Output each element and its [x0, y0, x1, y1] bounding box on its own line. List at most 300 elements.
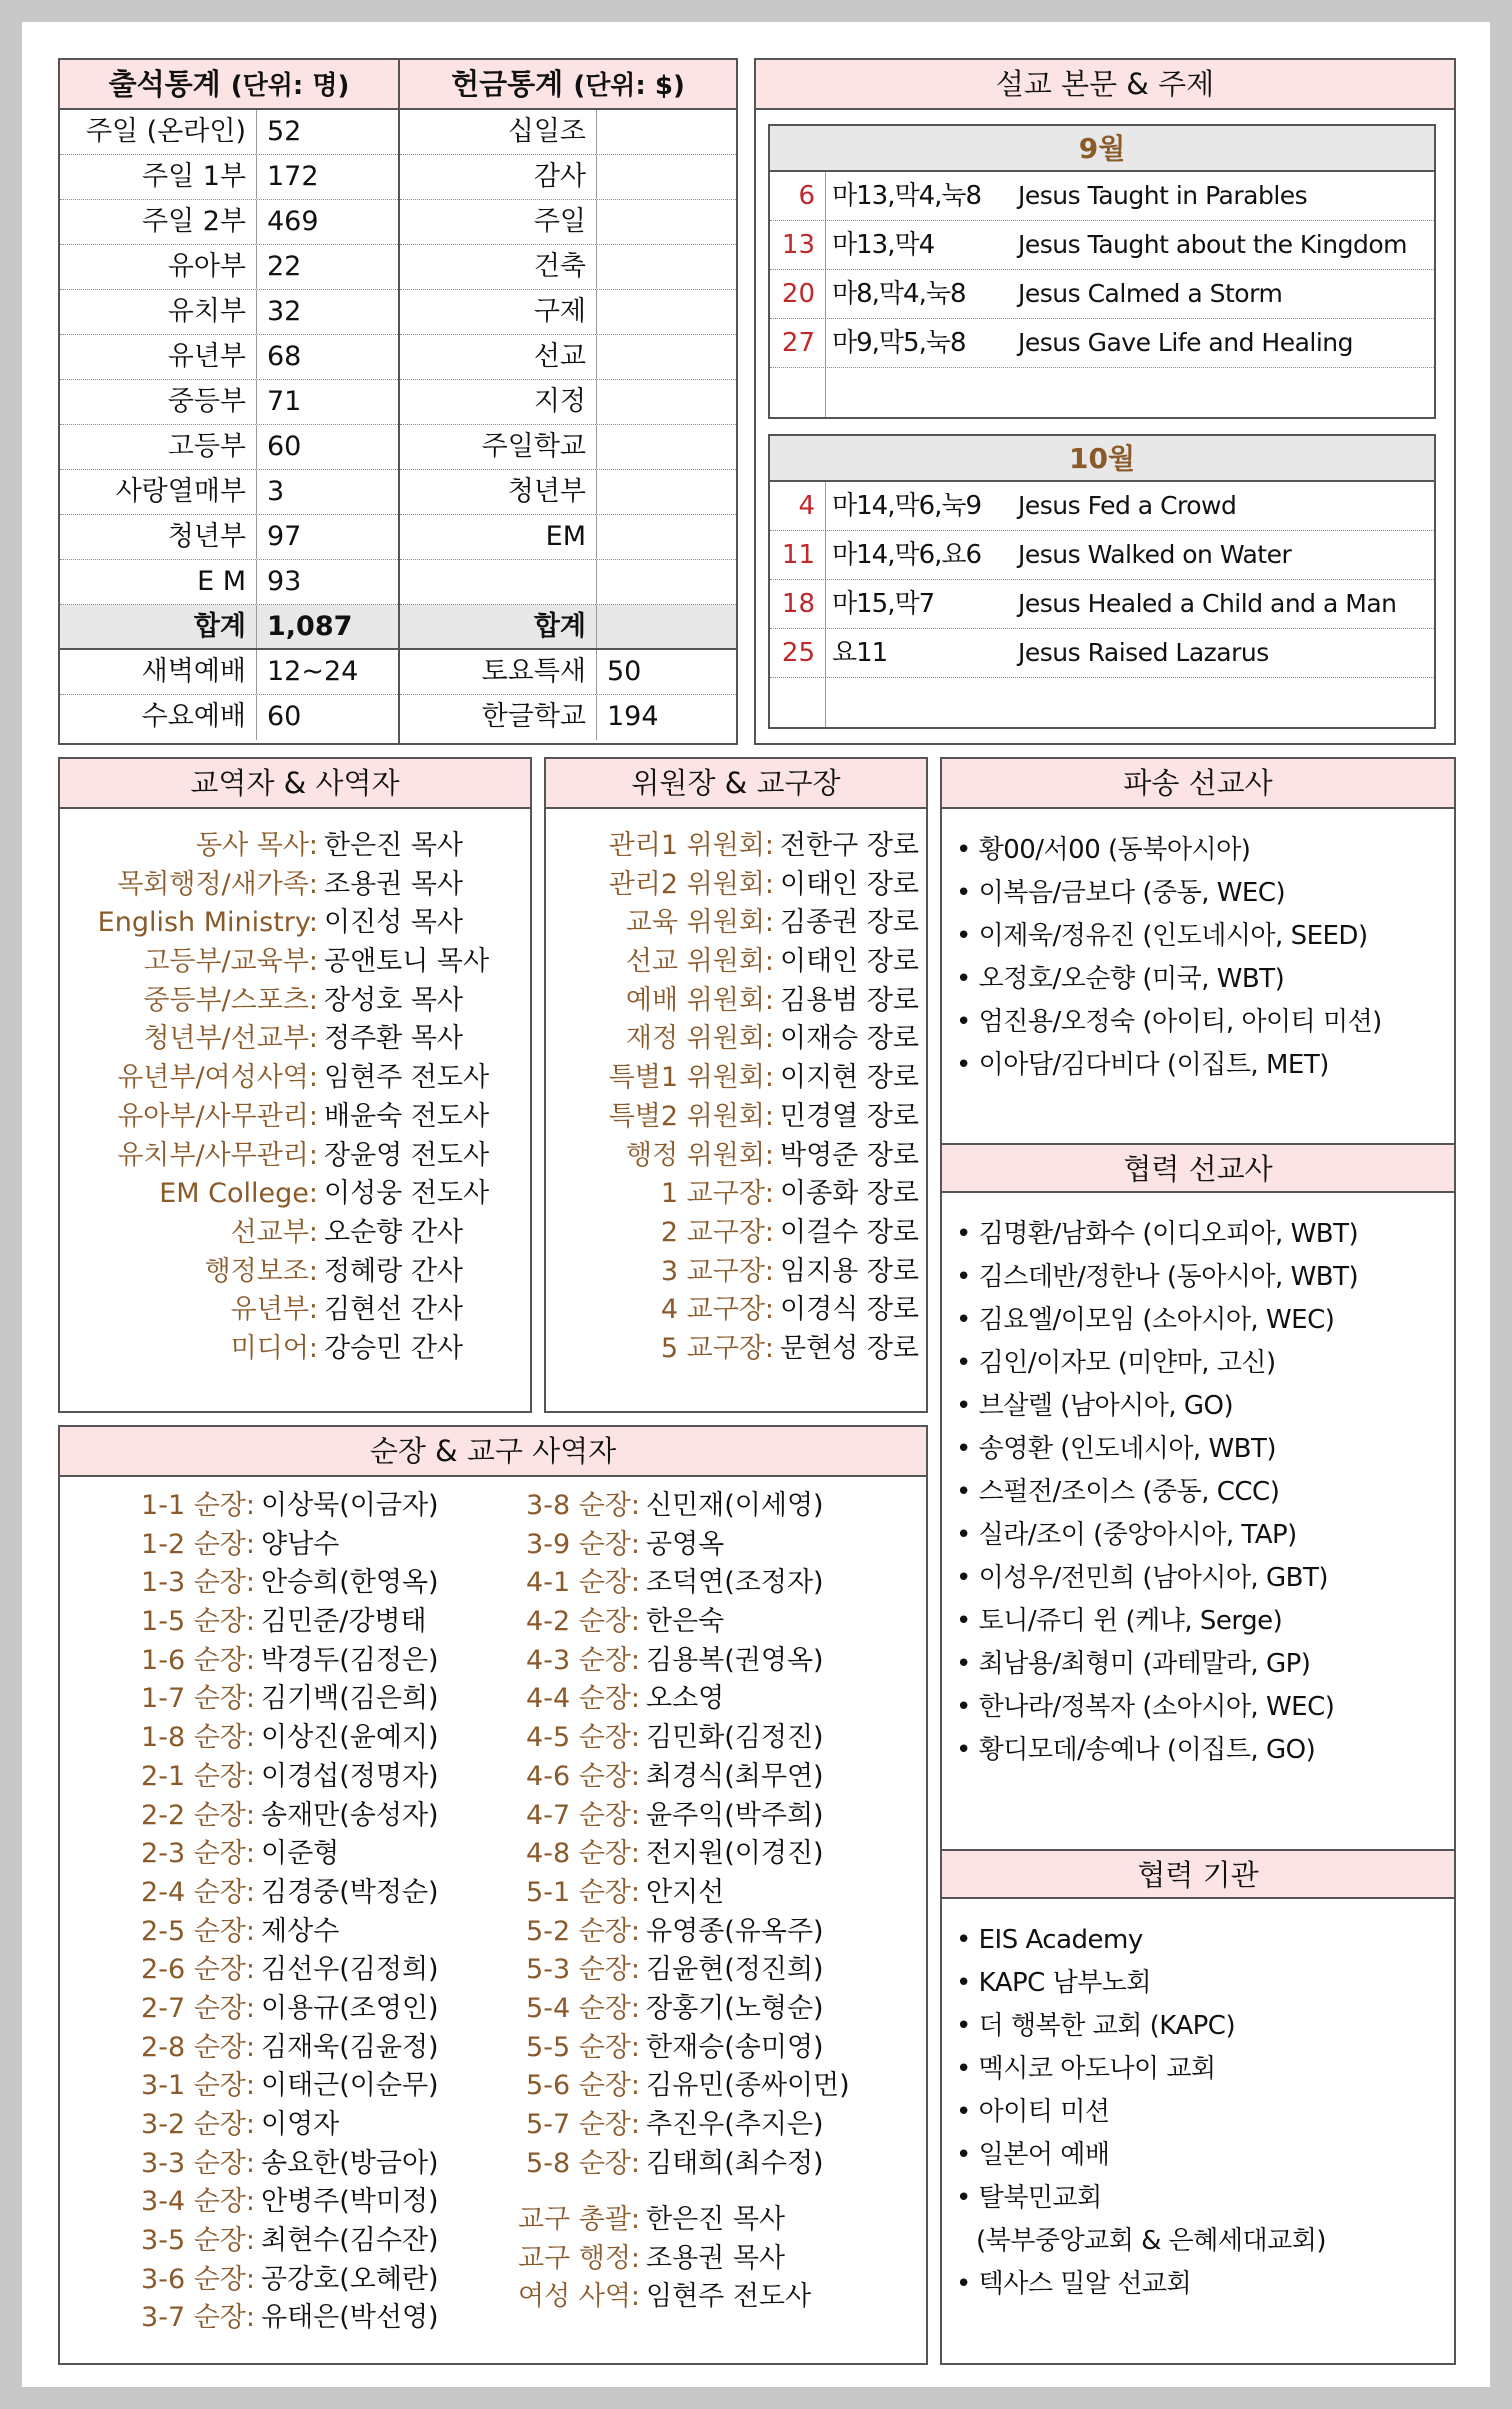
role-name: 장성호 목사 — [324, 984, 463, 1016]
role-label: 1-8 순장: — [141, 1722, 255, 1754]
offering-value — [597, 380, 736, 424]
role-row — [90, 1680, 439, 1719]
role-name: 조용권 목사 — [324, 868, 463, 900]
partner_missionaries-item: • 실라/조이 (중앙아시아, TAP) — [956, 1520, 1297, 1550]
offering-label: 구제 — [400, 290, 597, 334]
sermon-reference: 마13,막4,눅8 — [832, 181, 982, 211]
role-row — [60, 1291, 530, 1330]
attendance-value: 60 — [267, 431, 302, 462]
role-row — [500, 1951, 850, 1990]
role-label: 관리1 위원회: — [608, 830, 774, 861]
role-name: 송요한(방금아) — [261, 2147, 439, 2179]
role-label: 2-2 순장: — [141, 1799, 255, 1831]
role-name: 이준형 — [261, 1838, 340, 1870]
attendance-label: 사랑열매부 — [60, 470, 257, 514]
role-label: 5-2 순장: — [526, 1915, 640, 1947]
sent_missionaries-item: • 이제욱/정유진 (인도네시아, SEED) — [956, 921, 1368, 951]
role-name: 김용범 장로 — [780, 984, 919, 1016]
leaders-header: 순장 & 교구 사역자 — [60, 1427, 926, 1477]
role-row — [60, 982, 530, 1021]
role-name: 한은진 목사 — [646, 2204, 785, 2235]
bulletin-page — [22, 22, 1490, 2387]
staff-header: 교역자 & 사역자 — [60, 759, 530, 809]
sermon-row — [770, 368, 1434, 417]
role-label: 특별2 위원회: — [608, 1100, 774, 1132]
sermon-row — [770, 319, 1434, 368]
sermon-day: 11 — [770, 531, 826, 579]
offering-value — [597, 290, 736, 334]
attendance-row — [60, 380, 398, 425]
role-label: 3-2 순장: — [141, 2109, 255, 2140]
role-row — [500, 1835, 850, 1874]
role-name: 이태인 장로 — [780, 946, 919, 978]
role-row — [546, 827, 926, 866]
offering-total-row — [400, 605, 736, 650]
attendance-row — [60, 515, 398, 560]
role-row — [90, 2261, 439, 2300]
attendance-total-label: 합계 — [60, 605, 257, 648]
offering-extra-row — [400, 695, 736, 740]
partner_orgs-item: • 더 행복한 교회 (KAPC) — [956, 2011, 1236, 2041]
role-label: 4-4 순장: — [526, 1683, 640, 1715]
role-label: 1-5 순장: — [141, 1606, 255, 1638]
sermon-row — [770, 531, 1434, 580]
role-row — [90, 1487, 439, 1526]
role-label: 행정보조: — [204, 1255, 318, 1287]
role-label: 3-8 순장: — [526, 1490, 640, 1521]
offering-label: 감사 — [400, 155, 597, 199]
role-row — [90, 2067, 439, 2106]
offering-row — [400, 425, 736, 470]
role-label: 1-3 순장: — [141, 1567, 255, 1599]
offering-label: EM — [400, 515, 597, 559]
role-label: 5-6 순장: — [526, 2070, 640, 2102]
role-name: 조덕연(조정자) — [646, 1567, 824, 1599]
role-row — [60, 1137, 530, 1176]
role-label: 2-7 순장: — [141, 1992, 255, 2024]
attendance-row — [60, 245, 398, 290]
attendance-value: 172 — [267, 161, 319, 192]
role-label: 3-7 순장: — [141, 2302, 255, 2334]
partner_orgs-item: • 멕시코 아도나이 교회 — [956, 2054, 1216, 2084]
role-label: 예배 위원회: — [625, 984, 774, 1016]
sermon-row — [770, 270, 1434, 319]
sermon-topic: Jesus Raised Lazarus — [1018, 638, 1269, 667]
sent_missionaries-item: • 황00/서00 (동북아시아) — [956, 835, 1251, 865]
sermon-reference — [826, 368, 1018, 417]
sermon-day: 18 — [770, 580, 826, 628]
sermon-topic: Jesus Fed a Crowd — [1018, 491, 1237, 520]
sermon-topic: Jesus Healed a Child and a Man — [1018, 589, 1397, 618]
role-label: 2 교구장: — [660, 1216, 774, 1248]
sermon-day: 25 — [770, 629, 826, 677]
role-name: 임현주 전도사 — [324, 1062, 490, 1094]
offering-row — [400, 200, 736, 245]
role-label: 4-3 순장: — [526, 1644, 640, 1676]
attendance-value: 32 — [267, 296, 302, 327]
partner_missionaries-item: • 토니/쥬디 윈 (케냐, Serge) — [956, 1606, 1283, 1636]
attendance-label: 유아부 — [60, 245, 257, 289]
role-label: 유년부: — [230, 1294, 318, 1326]
role-name: 임지용 장로 — [780, 1255, 919, 1287]
role-name: 안지선 — [646, 1876, 725, 1908]
sermon-month — [768, 124, 1436, 419]
role-label: 5-8 순장: — [526, 2147, 640, 2179]
sermon-row — [770, 221, 1434, 270]
partner-orgs-header: 협력 기관 — [942, 1849, 1454, 1899]
role-label: English Ministry: — [97, 907, 318, 939]
role-label: EM College: — [159, 1178, 318, 1210]
role-row — [60, 1098, 530, 1137]
sermon-reference: 마9,막5,눅8 — [832, 328, 966, 358]
month-title: 9월 — [770, 126, 1434, 172]
role-row — [90, 1642, 439, 1681]
role-label: 특별1 위원회: — [608, 1062, 774, 1094]
role-name: 이용규(조영인) — [261, 1992, 439, 2024]
sermon-topic: Jesus Gave Life and Healing — [1018, 328, 1353, 357]
sermon-topic: Jesus Taught in Parables — [1018, 181, 1308, 210]
role-name: 전지원(이경진) — [646, 1838, 824, 1870]
attendance-row — [60, 335, 398, 380]
role-name: 김윤현(정진희) — [646, 1954, 824, 1986]
sent_missionaries-item: • 이아담/김다비다 (이집트, MET) — [956, 1050, 1329, 1080]
offering-label: 주일 — [400, 200, 597, 244]
role-label: 유치부/사무관리: — [117, 1139, 318, 1171]
role-row — [500, 1990, 850, 2029]
partner_missionaries-item: • 김명환/남화수 (이디오피아, WBT) — [956, 1219, 1359, 1249]
sermon-day: 4 — [770, 482, 826, 530]
role-label: 행정 위원회: — [625, 1139, 774, 1171]
partner_missionaries-item: • 김스데반/정한나 (동아시아, WBT) — [956, 1262, 1359, 1292]
attendance-value: 469 — [267, 206, 319, 237]
sent-missionaries-header: 파송 선교사 — [942, 759, 1454, 809]
partner_missionaries-item: • 브살렐 (남아시아, GO) — [956, 1391, 1234, 1421]
role-name: 김용복(권영옥) — [646, 1644, 824, 1676]
role-name: 제상수 — [261, 1915, 340, 1947]
role-row — [500, 2278, 811, 2317]
role-label: 1 교구장: — [660, 1178, 774, 1210]
role-row — [90, 1913, 439, 1952]
partner_orgs-item: • 텍사스 밀알 선교회 — [956, 2269, 1192, 2299]
attendance-label: 중등부 — [60, 380, 257, 424]
role-name: 공강호(오혜란) — [261, 2263, 439, 2295]
role-label: 4-2 순장: — [526, 1606, 640, 1638]
offering-label: 지정 — [400, 380, 597, 424]
partner_missionaries-item: • 스펄전/조이스 (중동, CCC) — [956, 1477, 1280, 1507]
offering-row — [400, 290, 736, 335]
role-row — [500, 1797, 850, 1836]
role-name: 김경중(박정순) — [261, 1876, 439, 1908]
role-label: 2-8 순장: — [141, 2031, 255, 2063]
role-name: 장윤영 전도사 — [324, 1139, 490, 1171]
role-name: 강승민 간사 — [324, 1332, 463, 1364]
sermon-day: 27 — [770, 319, 826, 367]
offering-value — [597, 200, 736, 244]
attendance-value: 71 — [267, 386, 302, 417]
attendance-value: 3 — [267, 476, 285, 507]
attendance-extra-row — [60, 650, 398, 695]
sermon-reference: 마14,막6,요6 — [832, 540, 982, 570]
partner-missionaries-header: 협력 선교사 — [942, 1143, 1454, 1193]
role-label: 4-6 순장: — [526, 1760, 640, 1792]
role-name: 윤주익(박주희) — [646, 1799, 824, 1831]
role-name: 이상묵(이금자) — [261, 1490, 439, 1521]
partner_missionaries-item: • 이성우/전민희 (남아시아, GBT) — [956, 1563, 1328, 1593]
attendance-total-value: 1,087 — [267, 611, 353, 642]
role-label: 1-2 순장: — [141, 1528, 255, 1560]
role-name: 최경식(최무연) — [646, 1760, 824, 1792]
role-name: 공앤토니 목사 — [324, 946, 490, 978]
role-label: 1-1 순장: — [141, 1490, 255, 1521]
partner_orgs-item: (북부중앙교회 & 은혜세대교회) — [976, 2226, 1326, 2256]
role-row — [546, 1214, 926, 1253]
attendance-extra-value: 12~24 — [267, 656, 359, 687]
attendance-value: 93 — [267, 566, 302, 597]
partner_missionaries-item: • 최남용/최형미 (과테말라, GP) — [956, 1649, 1311, 1679]
offering-value — [597, 515, 736, 559]
role-label: 4 교구장: — [660, 1294, 774, 1326]
role-label: 5-1 순장: — [526, 1876, 640, 1908]
role-row — [90, 1874, 439, 1913]
role-label: 목회행정/새가족: — [117, 868, 318, 900]
role-row — [90, 1951, 439, 1990]
role-label: 유아부/사무관리: — [117, 1100, 318, 1132]
partner_missionaries-item: • 황디모데/송예나 (이집트, GO) — [956, 1735, 1316, 1765]
offering-value — [597, 470, 736, 514]
role-name: 문현성 장로 — [780, 1332, 919, 1364]
role-name: 김기백(김은희) — [261, 1683, 439, 1715]
sent_missionaries-item: • 오정호/오순향 (미국, WBT) — [956, 964, 1285, 994]
role-name: 김민화(김정진) — [646, 1722, 824, 1754]
attendance-rows — [60, 110, 398, 740]
partner_orgs-item: • EIS Academy — [956, 1925, 1143, 1955]
role-name: 공영옥 — [646, 1528, 725, 1560]
sermon-reference: 마13,막4 — [832, 230, 935, 260]
partner_missionaries-item: • 송영환 (인도네시아, WBT) — [956, 1434, 1277, 1464]
staff-list — [60, 809, 530, 1369]
role-row — [60, 904, 530, 943]
role-name: 김재욱(김윤정) — [261, 2031, 439, 2063]
sent-missionaries-list — [942, 809, 1454, 1143]
role-row — [500, 2106, 850, 2145]
role-name: 신민재(이세영) — [646, 1490, 824, 1521]
role-label: 2-3 순장: — [141, 1838, 255, 1870]
sermon-reference: 마8,막4,눅8 — [832, 279, 966, 309]
role-label: 5-3 순장: — [526, 1954, 640, 1986]
role-row — [500, 2067, 850, 2106]
role-label: 관리2 위원회: — [608, 868, 774, 900]
role-row — [90, 2106, 439, 2145]
leaders-left-list — [90, 1487, 439, 2338]
role-name: 오순향 간사 — [324, 1216, 463, 1248]
role-row — [90, 1526, 439, 1565]
role-row — [60, 1253, 530, 1292]
role-row — [546, 1020, 926, 1059]
role-name: 김종권 장로 — [780, 907, 919, 939]
month-title: 10월 — [770, 436, 1434, 482]
attendance-value: 22 — [267, 251, 302, 282]
district-list — [500, 2201, 811, 2317]
role-row — [60, 1330, 530, 1369]
role-row — [500, 1680, 850, 1719]
role-row — [60, 827, 530, 866]
attendance-value: 97 — [267, 521, 302, 552]
sermon-panel — [754, 58, 1456, 745]
sermon-row — [770, 482, 1434, 531]
role-name: 유영종(유옥주) — [646, 1915, 824, 1947]
role-name: 임현주 전도사 — [646, 2281, 812, 2313]
role-label: 5 교구장: — [660, 1332, 774, 1364]
partner_missionaries-item: • 김인/이자모 (미얀마, 고신) — [956, 1348, 1276, 1378]
role-name: 이종화 장로 — [780, 1178, 919, 1210]
offering-value — [597, 110, 736, 154]
role-row — [500, 2145, 850, 2184]
role-label: 1-7 순장: — [141, 1683, 255, 1715]
sermon-row — [770, 580, 1434, 629]
role-row — [546, 943, 926, 982]
attendance-column — [60, 60, 398, 743]
attendance-row — [60, 425, 398, 470]
sermon-topic: Jesus Calmed a Storm — [1018, 279, 1283, 308]
role-label: 재정 위원회: — [625, 1023, 774, 1055]
role-label: 2-5 순장: — [141, 1915, 255, 1947]
role-name: 이경식 장로 — [780, 1294, 919, 1326]
partner_orgs-item: • 일본어 예배 — [956, 2140, 1110, 2170]
role-name: 김태희(최수정) — [646, 2147, 824, 2179]
sermon-topic — [1018, 368, 1434, 417]
role-name: 이재승 장로 — [780, 1023, 919, 1055]
role-label: 5-5 순장: — [526, 2031, 640, 2063]
role-row — [546, 1098, 926, 1137]
attendance-row — [60, 110, 398, 155]
attendance-label: 유년부 — [60, 335, 257, 379]
role-name: 조용권 목사 — [646, 2242, 785, 2274]
role-label: 5-4 순장: — [526, 1992, 640, 2024]
offering-value — [597, 335, 736, 379]
attendance-row — [60, 470, 398, 515]
role-name: 이상진(윤예지) — [261, 1722, 439, 1754]
role-label: 4-7 순장: — [526, 1799, 640, 1831]
role-name: 김선우(김정희) — [261, 1954, 439, 1986]
sermon-row — [770, 678, 1434, 727]
role-name: 안병주(박미정) — [261, 2186, 439, 2218]
role-row — [546, 1175, 926, 1214]
offering-label: 주일학교 — [400, 425, 597, 469]
role-name: 양남수 — [261, 1528, 340, 1560]
sermon-reference: 요11 — [832, 638, 888, 668]
role-row — [90, 2222, 439, 2261]
role-label: 4-8 순장: — [526, 1838, 640, 1870]
role-row — [500, 2240, 811, 2279]
role-row — [500, 1564, 850, 1603]
offering-header: 헌금통계 (단위: $) — [400, 60, 736, 110]
offering-label: 청년부 — [400, 470, 597, 514]
attendance-extra-value: 60 — [267, 701, 302, 732]
attendance-label: 고등부 — [60, 425, 257, 469]
role-name: 유태은(박선영) — [261, 2302, 439, 2334]
leaders-right-list — [500, 1487, 850, 2183]
stats-panel — [58, 58, 738, 745]
role-row — [90, 2145, 439, 2184]
role-row — [500, 1719, 850, 1758]
role-name: 정혜랑 간사 — [324, 1255, 463, 1287]
role-name: 한재승(송미영) — [646, 2031, 824, 2063]
attendance-label: 청년부 — [60, 515, 257, 559]
role-row — [500, 1487, 850, 1526]
role-label: 3-6 순장: — [141, 2263, 255, 2295]
role-label: 3-9 순장: — [526, 1528, 640, 1560]
role-row — [90, 1835, 439, 1874]
attendance-label: 유치부 — [60, 290, 257, 334]
role-row — [90, 2029, 439, 2068]
attendance-value: 68 — [267, 341, 302, 372]
role-row — [500, 1603, 850, 1642]
role-row — [90, 1719, 439, 1758]
offering-total-value — [597, 605, 736, 648]
sermon-reference — [826, 678, 1018, 727]
role-row — [546, 866, 926, 905]
sermon-topic — [1018, 678, 1434, 727]
role-label: 3-1 순장: — [141, 2070, 255, 2102]
sermon-reference: 마15,막7 — [832, 589, 935, 619]
role-name: 박경두(김정은) — [261, 1644, 439, 1676]
offering-extra-value: 50 — [607, 656, 642, 687]
offering-label: 선교 — [400, 335, 597, 379]
sermon-day: 13 — [770, 221, 826, 269]
sermon-day — [770, 678, 826, 727]
committee-list — [546, 809, 926, 1369]
role-row — [60, 1020, 530, 1059]
offering-extra-label: 한글학교 — [400, 695, 597, 740]
role-name: 안승희(한영옥) — [261, 1567, 439, 1599]
attendance-row — [60, 290, 398, 335]
role-name: 박영준 장로 — [780, 1139, 919, 1171]
offering-row — [400, 515, 736, 560]
role-row — [546, 1137, 926, 1176]
role-name: 배윤숙 전도사 — [324, 1100, 490, 1132]
sermon-row — [770, 172, 1434, 221]
role-row — [90, 1797, 439, 1836]
role-label: 유년부/여성사역: — [117, 1062, 318, 1094]
offering-value — [597, 425, 736, 469]
role-row — [500, 1758, 850, 1797]
role-row — [500, 1874, 850, 1913]
role-label: 1-6 순장: — [141, 1644, 255, 1676]
sermon-row — [770, 629, 1434, 678]
offering-label: 건축 — [400, 245, 597, 289]
attendance-extra-label: 수요예배 — [60, 695, 257, 740]
role-label: 3-3 순장: — [141, 2147, 255, 2179]
attendance-total-row — [60, 605, 398, 650]
role-label: 3-5 순장: — [141, 2225, 255, 2257]
sermon-reference: 마14,막6,눅9 — [832, 491, 982, 521]
role-label: 2-1 순장: — [141, 1760, 255, 1792]
role-row — [546, 1330, 926, 1369]
offering-label: 십일조 — [400, 110, 597, 154]
role-row — [90, 2183, 439, 2222]
role-label: 선교 위원회: — [625, 946, 774, 978]
partner-missionaries-list — [942, 1193, 1454, 1849]
partner_orgs-item: • 탈북민교회 — [956, 2183, 1102, 2213]
partner-orgs-list — [942, 1899, 1454, 2306]
offering-extra-row — [400, 650, 736, 695]
role-name: 이태근(이순무) — [261, 2070, 439, 2102]
role-name: 정주환 목사 — [324, 1023, 463, 1055]
role-label: 동사 목사: — [195, 830, 318, 861]
offering-total-label: 합계 — [400, 605, 597, 648]
attendance-value: 52 — [267, 116, 302, 147]
partner_orgs-item: • KAPC 남부노회 — [956, 1968, 1152, 1998]
